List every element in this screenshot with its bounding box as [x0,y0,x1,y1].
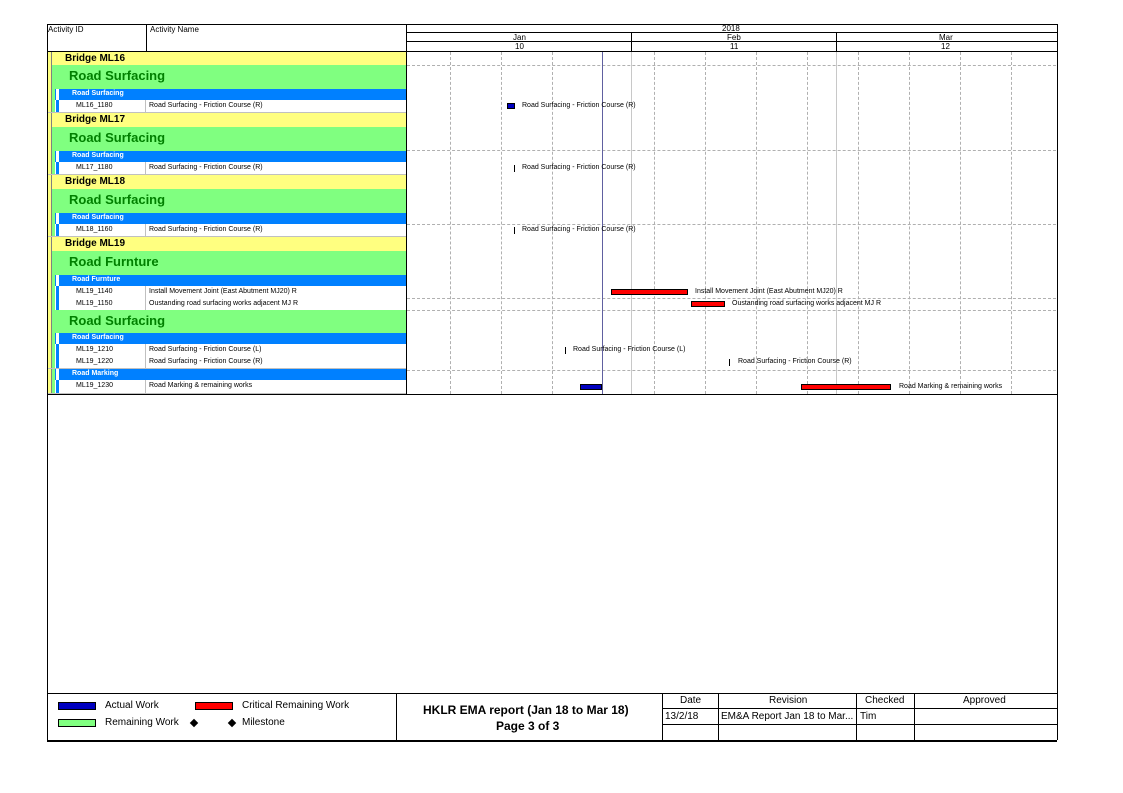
sub-label: Road Surfacing [72,334,124,341]
legend-actual-label: Actual Work [105,700,159,711]
bridge-label: Bridge ML19 [65,238,126,249]
activity-id: ML19_1140 [76,288,113,295]
activity-id: ML19_1150 [76,300,113,307]
bridge-row-ml16[interactable] [48,52,406,65]
group-label: Road Surfacing [69,192,166,207]
legend-critical-label: Critical Remaining Work [242,700,350,711]
sub-row-ml19-furniture[interactable] [48,275,406,286]
activity-name: Road Surfacing - Friction Course (R) [149,358,263,365]
activity-id: ML19_1230 [76,382,113,389]
revision-label: Revision [769,695,808,706]
footer-sep-5 [914,693,915,740]
bridge-label: Bridge ML16 [65,53,126,64]
bridge-label: Bridge ML18 [65,176,126,187]
bar-ml19-1210[interactable] [565,347,566,354]
checked-label: Checked [865,695,905,706]
activity-row-ml19-1230[interactable] [48,380,406,394]
sub-label: Road Surfacing [72,90,124,97]
group-label: Road Surfacing [69,130,166,145]
group-row-ml19-surfacing[interactable] [48,310,406,333]
footer-top-line [47,693,1057,694]
header-month-sep-2 [836,32,837,51]
bar-label-ml19-1220: Road Surfacing - Friction Course (R) [738,358,852,365]
revision-value: EM&A Report Jan 18 to Mar... [721,711,854,722]
bar-ml18-1160[interactable] [514,227,515,234]
bridge-row-ml19[interactable] [48,237,406,251]
bar-label-ml19-1210: Road Surfacing - Friction Course (L) [573,346,686,353]
activity-id: ML18_1160 [76,226,113,233]
sub-label: Road Surfacing [72,152,124,159]
legend-critical-swatch [195,702,233,710]
table-bottom-line [47,394,1057,395]
sub-row-ml17[interactable] [48,151,406,162]
date-value: 13/2/18 [665,711,699,722]
activity-row-ml18-1160[interactable] [48,224,406,237]
header-line-1 [406,32,1057,33]
bridge-label: Bridge ML17 [65,114,126,125]
header-line-2 [406,41,1057,42]
activity-name: Road Surfacing - Friction Course (R) [149,164,263,171]
group-row-ml18[interactable] [48,189,406,213]
bar-label-ml19-1230: Road Marking & remaining works [899,383,1003,390]
legend-remaining-label: Remaining Work [105,717,179,728]
month-num-jan: 10 [515,42,524,51]
col-activity-id: Activity ID [48,25,84,34]
month-mar: Mar [939,33,953,42]
activity-id: ML19_1210 [76,346,113,353]
sub-label: Road Surfacing [72,214,124,221]
activity-row-ml19-1220[interactable] [48,356,406,369]
footer-sep-4 [856,693,857,740]
activity-name: Road Marking & remaining works [149,382,253,389]
footer-bottom-line [47,740,1057,742]
header-month-sep-1 [631,32,632,51]
footer-sep-1 [396,693,397,740]
titleblock-line-1 [662,708,1057,709]
group-label: Road Surfacing [69,313,166,328]
bar-ml19-1230-remaining[interactable] [801,384,891,390]
activity-row-ml17-1180[interactable] [48,162,406,175]
activity-id: ML19_1220 [76,358,113,365]
bar-ml19-1220[interactable] [729,359,730,366]
legend-milestone-label: Milestone [242,717,285,728]
bar-ml16-1180[interactable] [507,103,515,109]
year-label: 2018 [722,24,740,33]
legend-remaining-swatch [58,719,96,727]
group-row-ml16[interactable] [48,65,406,89]
month-num-mar: 12 [941,42,950,51]
month-feb: Feb [727,33,741,42]
footer-sep-3 [718,693,719,740]
month-num-feb: 11 [730,42,739,51]
bar-ml17-1180[interactable] [514,165,515,172]
col-activity-name: Activity Name [150,25,199,34]
bar-ml19-1140[interactable] [611,289,688,295]
group-label: Road Furnture [69,254,159,269]
sub-row-ml19-marking[interactable] [48,369,406,380]
group-label: Road Surfacing [69,68,166,83]
page-number: Page 3 of 3 [496,719,560,733]
group-row-ml17[interactable] [48,127,406,151]
date-label: Date [680,695,702,706]
bridge-row-ml17[interactable] [48,113,406,127]
titleblock-line-2 [662,724,1057,725]
table-gantt-divider [406,24,407,394]
month-jan: Jan [513,33,526,42]
group-row-ml19-furniture[interactable] [48,251,406,275]
footer-sep-2 [662,693,663,740]
sub-row-ml18[interactable] [48,213,406,224]
sub-label: Road Marking [72,370,119,377]
bar-label-ml17-1180: Road Surfacing - Friction Course (R) [522,164,636,171]
activity-name: Road Surfacing - Friction Course (R) [149,226,263,233]
activity-name: Oustanding road surfacing works adjacent MJ R [149,300,299,307]
activity-id: ML16_1180 [76,102,113,109]
bar-label-ml19-1150: Oustanding road surfacing works adjacent MJ R [732,300,882,307]
sub-row-ml19-surfacing[interactable] [48,333,406,344]
activity-name: Install Movement Joint (East Abutment MJ20) R [149,288,297,295]
legend-actual-swatch [58,702,96,710]
activity-name: Road Surfacing - Friction Course (R) [149,102,263,109]
activity-name: Road Surfacing - Friction Course (L) [149,346,262,353]
bar-ml19-1150[interactable] [691,301,725,307]
checked-value: Tim [860,711,877,722]
activity-id: ML17_1180 [76,164,113,171]
bar-label-ml19-1140: Install Movement Joint (East Abutment MJ20) R [695,288,843,295]
bridge-row-ml18[interactable] [48,175,406,189]
report-title: HKLR EMA report (Jan 18 to Mar 18) [423,703,629,717]
header-top-line [47,24,1057,25]
sub-label: Road Furnture [72,276,121,283]
sub-row-ml16[interactable] [48,89,406,100]
bar-label-ml16-1180: Road Surfacing - Friction Course (R) [522,102,636,109]
bar-ml19-1230-actual[interactable] [580,384,602,390]
activity-row-ml16-1180[interactable] [48,100,406,113]
bar-label-ml18-1160: Road Surfacing - Friction Course (R) [522,226,636,233]
header-col-sep [146,24,147,51]
approved-label: Approved [963,695,1006,706]
